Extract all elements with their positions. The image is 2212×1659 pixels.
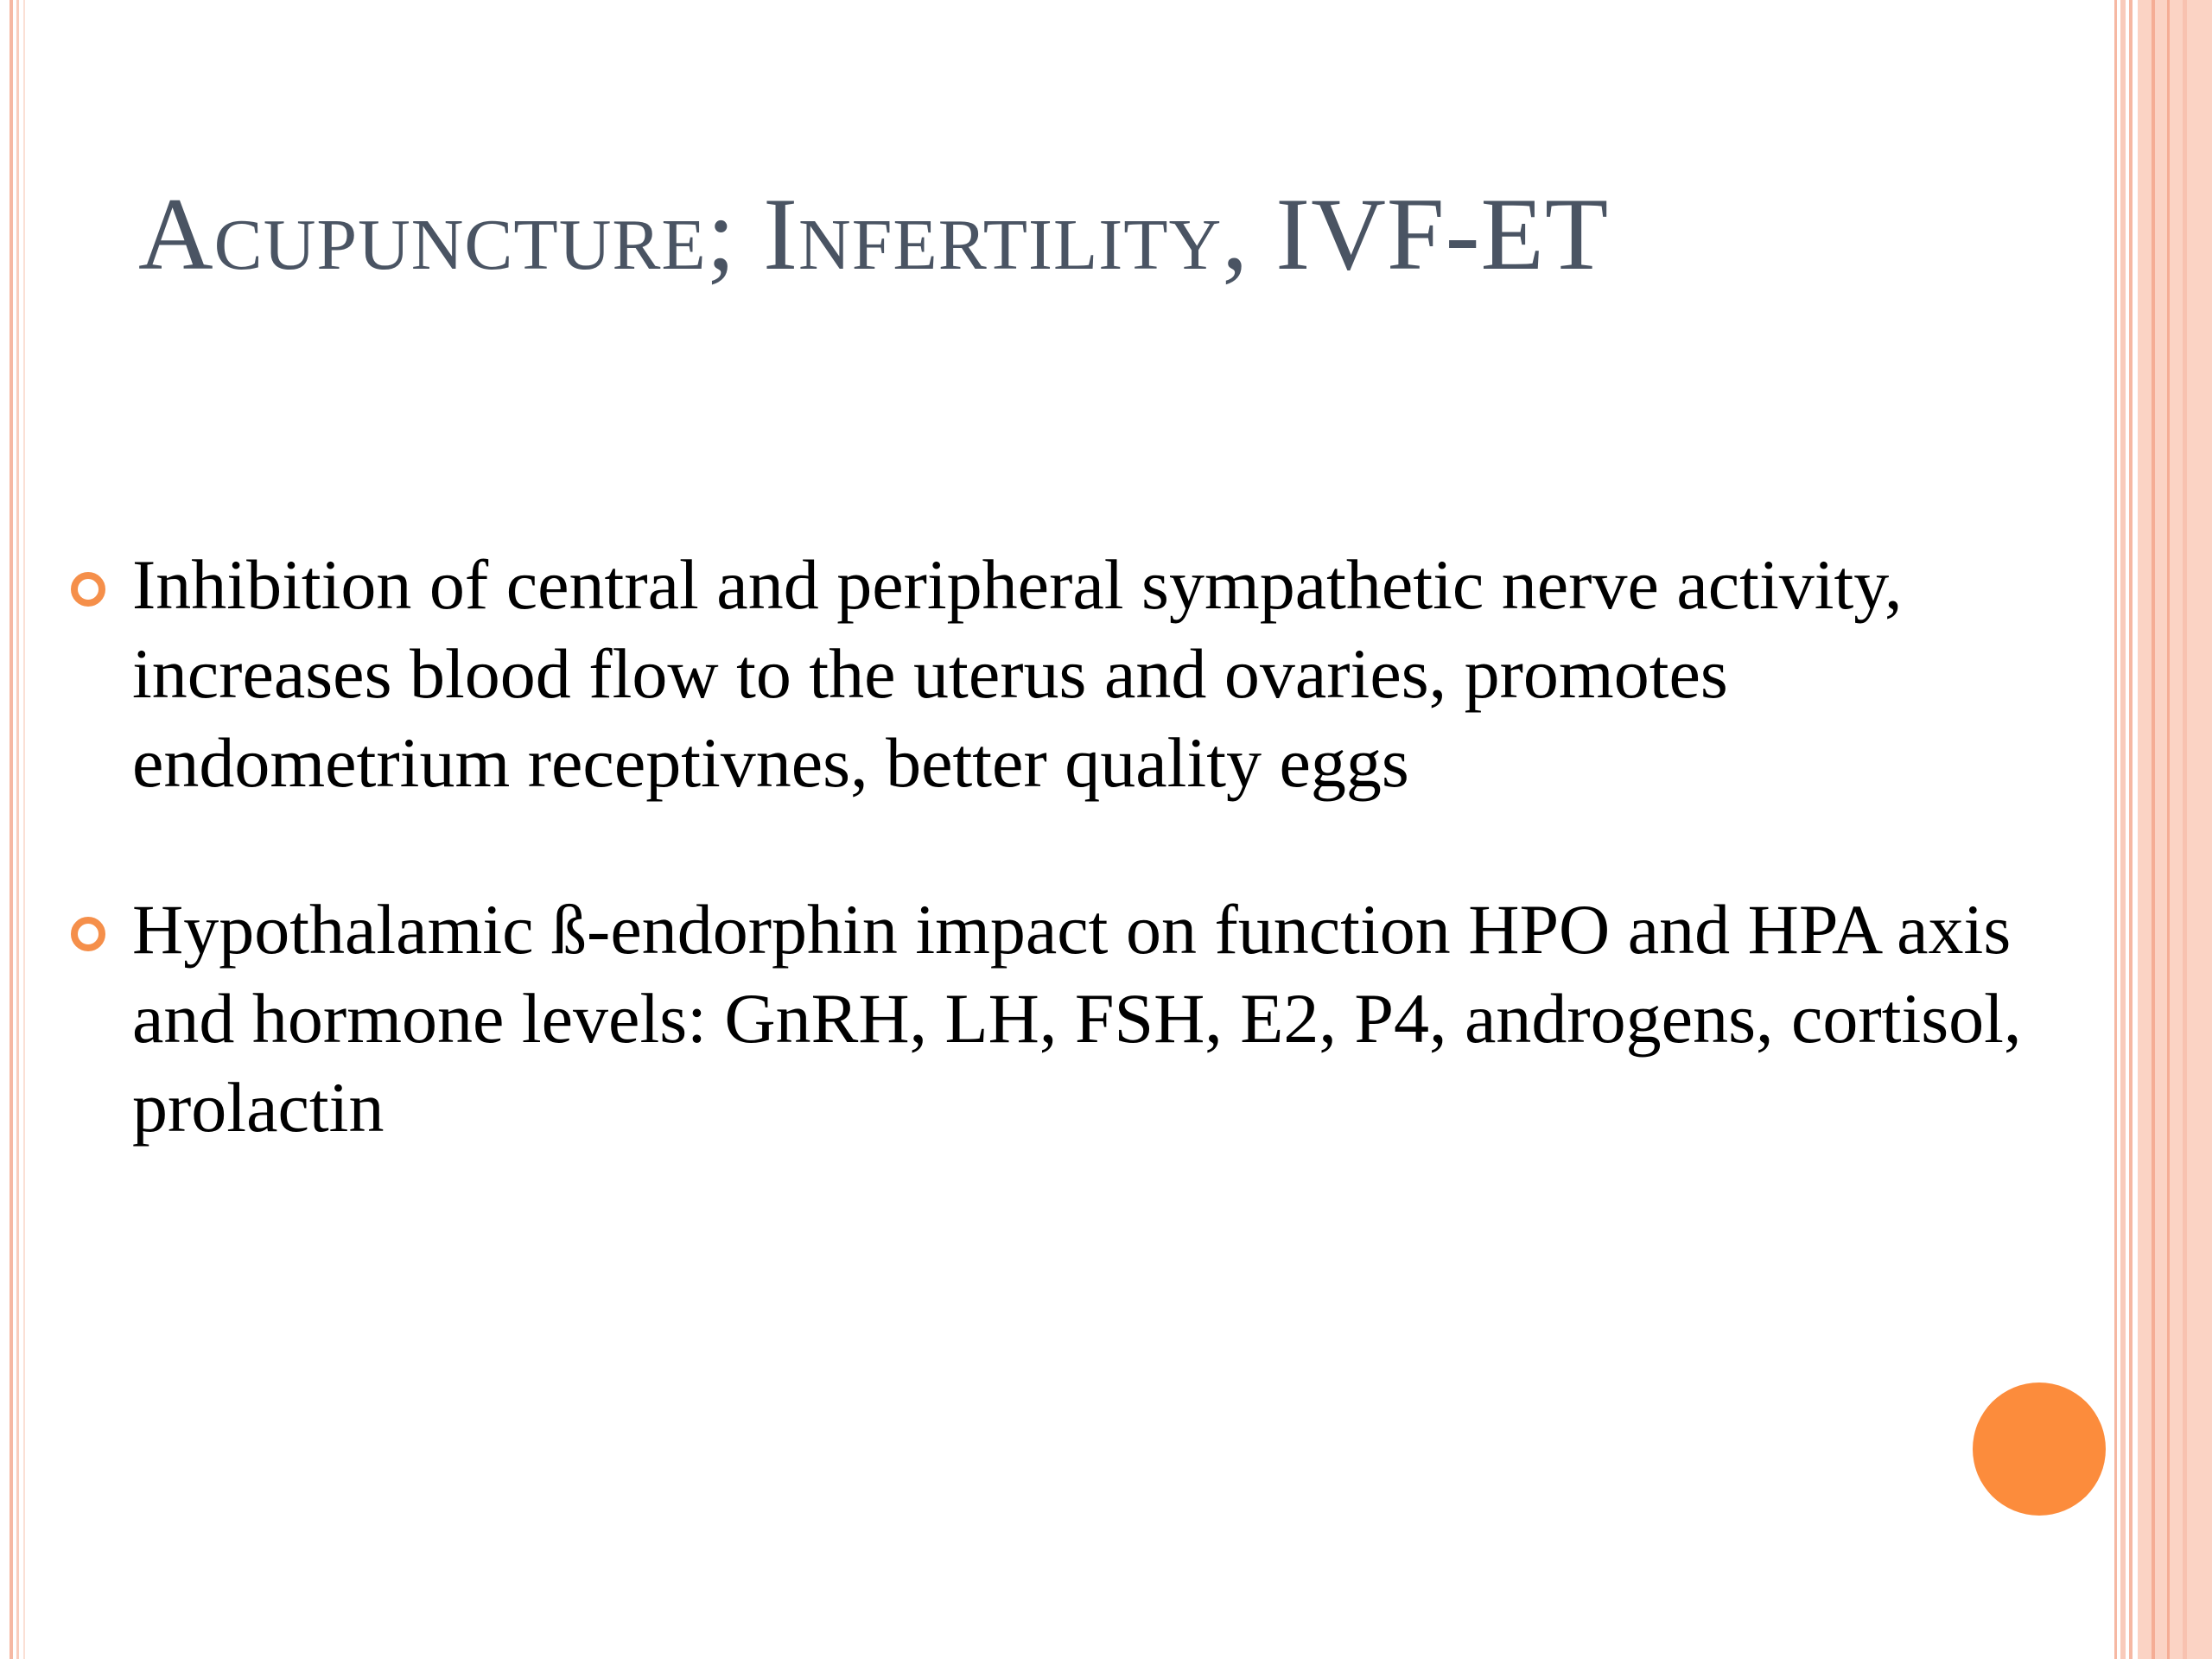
right-border-stripe	[2152, 0, 2155, 1659]
bullet-ring-icon	[71, 917, 105, 951]
bullet-text: Inhibition of central and peripheral sympathetic nerve activity, increases blood flow to the uterus and ovaries, promotes endometrium receptivnes, better quality eggs	[132, 545, 1903, 802]
bullet-text: Hypothalamic ß-endorphin impact on function HPO and HPA axis and hormone levels: GnRH, LH, FSH, E2, P4, androgens, cortisol, prolactin	[132, 890, 2022, 1147]
slide-title: Acupuncture; Infertility, IVF-ET	[138, 176, 1610, 291]
right-border-band	[2138, 0, 2212, 1659]
right-border-stripe	[2114, 0, 2117, 1659]
bullet-item	[0, 885, 2108, 1152]
bullet-item	[0, 540, 2108, 807]
right-border-stripe	[2183, 0, 2187, 1659]
right-border-stripe	[2120, 0, 2126, 1659]
decorative-circle	[1973, 1382, 2106, 1516]
bullet-list	[0, 540, 2108, 1230]
right-border-stripe	[2167, 0, 2170, 1659]
bullet-ring-icon	[71, 572, 105, 607]
right-border-stripe	[2129, 0, 2133, 1659]
